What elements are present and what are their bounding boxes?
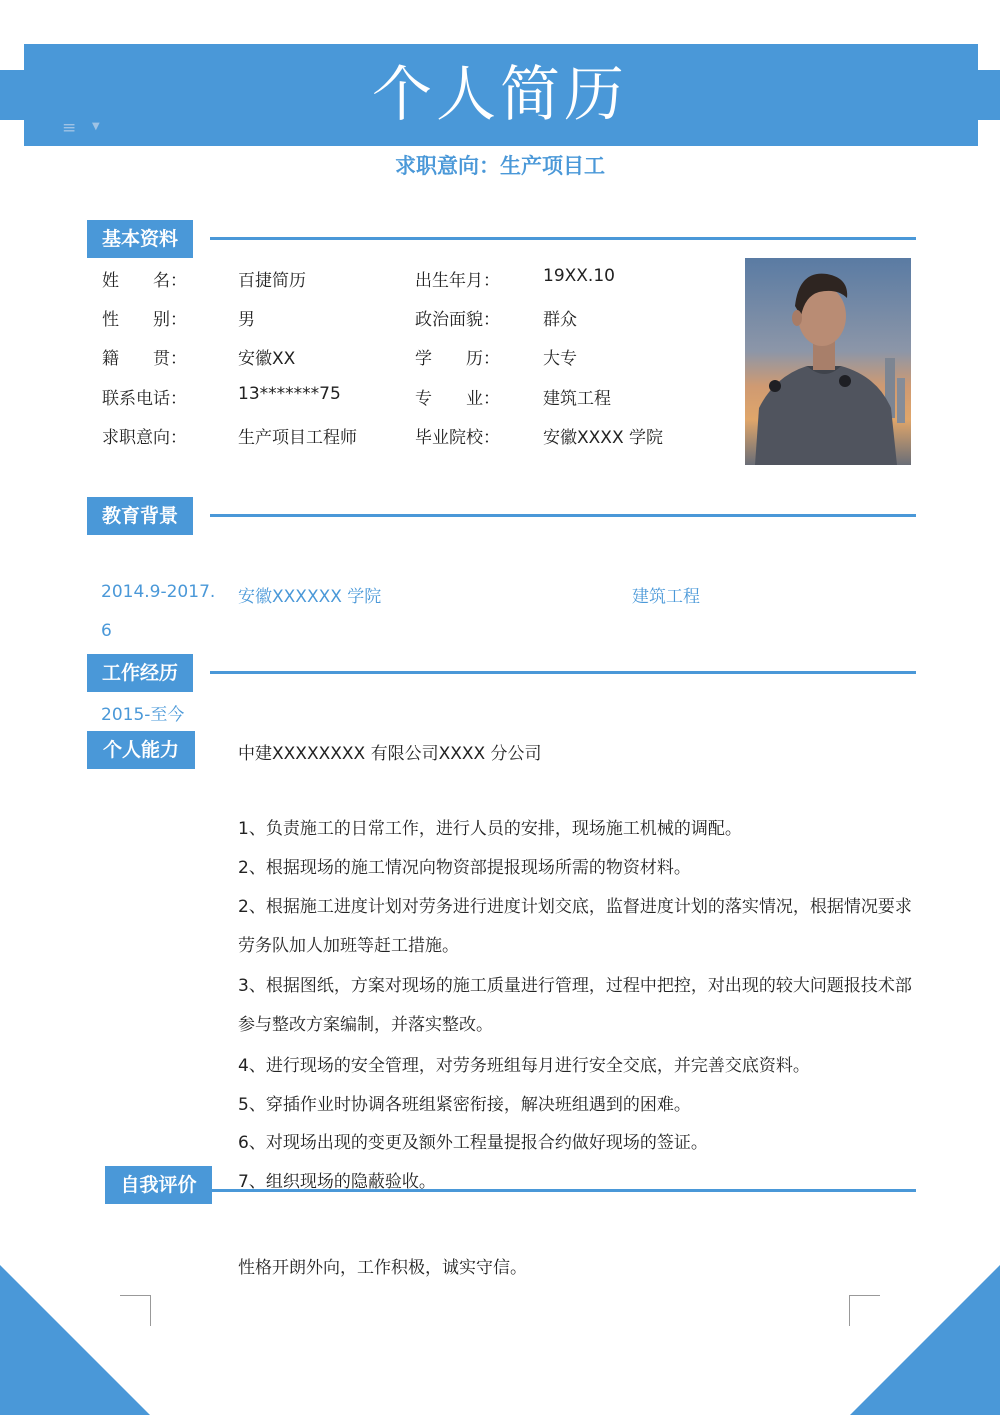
intent-value: 生产项目工程师 [238, 428, 357, 448]
degree-value: 大专 [543, 349, 577, 369]
gender-label: 性 别： [102, 310, 187, 330]
major-label: 专 业： [415, 389, 500, 409]
birth-label: 出生年月： [415, 271, 500, 291]
decor-triangle-left [0, 1265, 150, 1415]
resume-title: 个人简历 [372, 60, 628, 130]
origin-label: 籍 贯： [102, 349, 187, 369]
work-period: 2015-至今 [101, 705, 185, 725]
profile-photo [745, 258, 911, 465]
name-label: 姓 名： [102, 271, 187, 291]
section-divider [210, 671, 916, 674]
work-duty-2: 2、根据现场的施工情况向物资部提报现场所需的物资材料。 [238, 858, 691, 878]
education-major: 建筑工程 [632, 587, 700, 607]
school-label: 毕业院校： [415, 428, 500, 448]
section-divider [210, 514, 916, 517]
school-value: 安徽XXXX 学院 [543, 428, 663, 448]
paragraph-align-icon[interactable]: ≡ [62, 118, 77, 138]
section-ability-tab: 个人能力 [87, 731, 195, 769]
self-eval-text: 性格开朗外向，工作积极，诚实守信。 [238, 1258, 527, 1278]
work-duty-3: 2、根据施工进度计划对劳务进行进度计划交底，监督进度计划的落实情况，根据情况要求劳务队加人加班等赶工措施。 [238, 897, 912, 956]
section-education-tab: 教育背景 [87, 497, 193, 535]
origin-value: 安徽XX [238, 349, 296, 369]
section-basic-info-tab: 基本资料 [87, 220, 193, 258]
birth-value: 19XX.10 [543, 266, 615, 286]
work-duty-7: 6、对现场出现的变更及额外工程量提报合约做好现场的签证。 [238, 1133, 708, 1153]
work-duty-4: 3、根据图纸，方案对现场的施工质量进行管理，过程中把控，对出现的较大问题报技术部参与整改方案编制，并落实整改。 [238, 976, 912, 1035]
phone-value: 13*******75 [238, 384, 341, 404]
portrait-illustration [745, 258, 911, 465]
politics-value: 群众 [543, 310, 577, 330]
decor-triangle-right [850, 1265, 1000, 1415]
phone-label: 联系电话： [102, 389, 187, 409]
chevron-down-icon[interactable]: ▼ [92, 121, 100, 132]
major-value: 建筑工程 [543, 389, 611, 409]
section-divider [212, 1189, 916, 1192]
section-divider [210, 237, 916, 240]
job-intent-heading: 求职意向：生产项目工 [395, 154, 605, 178]
section-self-eval-tab: 自我评价 [105, 1166, 212, 1204]
education-period-line1: 2014.9-2017. [101, 582, 216, 602]
education-period-line2: 6 [101, 621, 112, 641]
education-school: 安徽XXXXXX 学院 [238, 587, 382, 607]
work-company: 中建XXXXXXXX 有限公司XXXX 分公司 [238, 744, 542, 764]
work-duty-1: 1、负责施工的日常工作，进行人员的安排，现场施工机械的调配。 [238, 819, 742, 839]
work-duty-8: 7、组织现场的隐蔽验收。 [238, 1172, 436, 1189]
name-value: 百捷简历 [238, 271, 306, 291]
intent-label: 求职意向： [102, 428, 187, 448]
work-duty-5: 4、进行现场的安全管理，对劳务班组每月进行安全交底，并完善交底资料。 [238, 1056, 810, 1076]
work-duty-6: 5、穿插作业时协调各班组紧密衔接，解决班组遇到的困难。 [238, 1095, 691, 1115]
gender-value: 男 [238, 310, 255, 330]
section-work-tab: 工作经历 [87, 654, 193, 692]
politics-label: 政治面貌： [415, 310, 500, 330]
degree-label: 学 历： [415, 349, 500, 369]
